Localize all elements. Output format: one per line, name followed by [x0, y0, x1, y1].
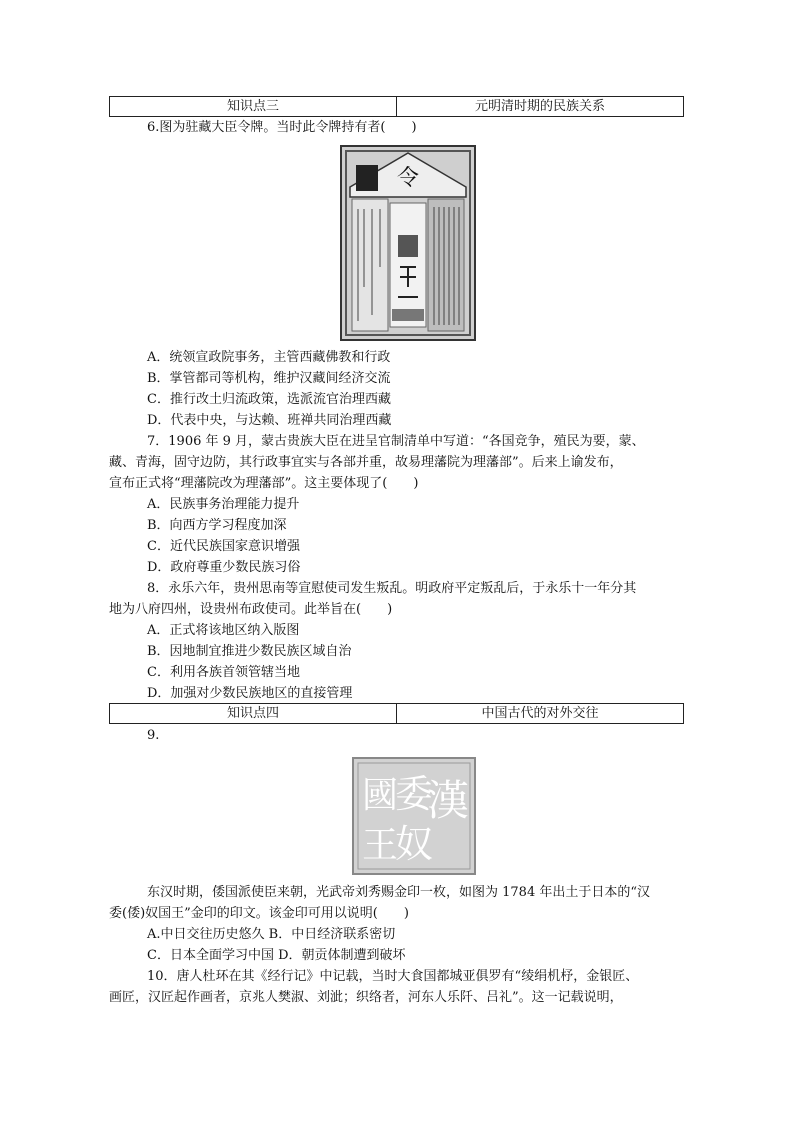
question-10-line-1: 10．唐人杜环在其《经行记》中记载，当时大食国都城亚俱罗有“绫绢机杼，金银匠、	[147, 969, 639, 984]
question-10-line-2: 画匠，汉匠起作画者，京兆人樊淑、刘泚；织络者，河东人乐阡、吕礼”。这一记载说明，	[109, 990, 623, 1005]
section-header-3	[109, 96, 684, 117]
question-7-line-2: 藏、青海，固守边防，其行政事宜实与各部并重，故易理藩院为理藩部”。后来上谕发布，	[109, 455, 623, 470]
question-7-line-1: 7．1906 年 9 月，蒙古贵族大臣在进呈官制清单中写道：“各国竞争，殖民为要，蒙、	[147, 434, 645, 449]
q9-options-cd: C．日本全面学习中国 D．朝贡体制遭到破坏	[147, 948, 406, 963]
seal-impression	[354, 759, 474, 873]
q6-option-b: B．掌管都司等机构，维护汉藏间经济交流	[147, 371, 391, 386]
q7-option-b: B．向西方学习程度加深	[147, 518, 287, 533]
seal-char: 國	[361, 775, 399, 816]
question-7-line-3: 宣布正式将“理藩院改为理藩部”。这主要体现了( )	[109, 476, 419, 491]
gold-seal-image	[352, 757, 476, 875]
token-glyph: 令	[396, 166, 420, 191]
q6-option-d: D．代表中央，与达赖、班禅共同治理西藏	[147, 413, 392, 428]
q8-option-b: B．因地制宜推进少数民族区域自治	[147, 644, 352, 659]
question-8-line-1: 8．永乐六年，贵州思南等宣慰使司发生叛乱。明政府平定叛乱后，于永乐十一年分其	[147, 581, 637, 596]
question-8-line-2: 地为八府四州，设贵州布政使司。此举旨在( )	[109, 602, 393, 617]
question-9-number: 9.	[147, 728, 160, 743]
q6-option-c: C．推行改土归流政策，选派流官治理西藏	[147, 392, 391, 407]
section-label: 知识点三	[226, 99, 279, 114]
q8-option-d: D．加强对少数民族地区的直接管理	[147, 686, 353, 701]
q6-option-a: A．统领宣政院事务，主管西藏佛教和行政	[147, 350, 391, 365]
seal-char: 委	[394, 772, 434, 816]
section-header-4	[109, 703, 684, 724]
q8-option-a: A．正式将该地区纳入版图	[147, 623, 300, 638]
q7-option-c: C．近代民族国家意识增强	[147, 539, 300, 554]
question-6-stem: 6.图为驻藏大臣令牌。当时此令牌持有者( )	[147, 120, 417, 135]
q7-option-a: A．民族事务治理能力提升	[147, 497, 300, 512]
question-9-line-1: 东汉时期，倭国派使臣来朝，光武帝刘秀赐金印一枚，如图为 1784 年出土于日本的“汉	[147, 885, 650, 900]
seal-char: 漢	[426, 776, 470, 825]
token-illustration	[342, 147, 474, 339]
section-topic: 中国古代的对外交往	[396, 704, 683, 723]
question-9-line-2: 委(倭)奴国王”金印的印文。该金印可用以说明( )	[109, 906, 409, 921]
section-topic: 元明清时期的民族关系	[396, 97, 683, 116]
token-image	[340, 145, 476, 341]
q9-options-ab: A.中日交往历史悠久 B．中日经济联系密切	[147, 927, 396, 942]
seal-char: 王	[361, 825, 399, 866]
seal-char: 奴	[394, 822, 434, 866]
section-label: 知识点四	[226, 706, 279, 721]
q7-option-d: D．政府尊重少数民族习俗	[147, 560, 301, 575]
q8-option-c: C．利用各族首领管辖当地	[147, 665, 300, 680]
